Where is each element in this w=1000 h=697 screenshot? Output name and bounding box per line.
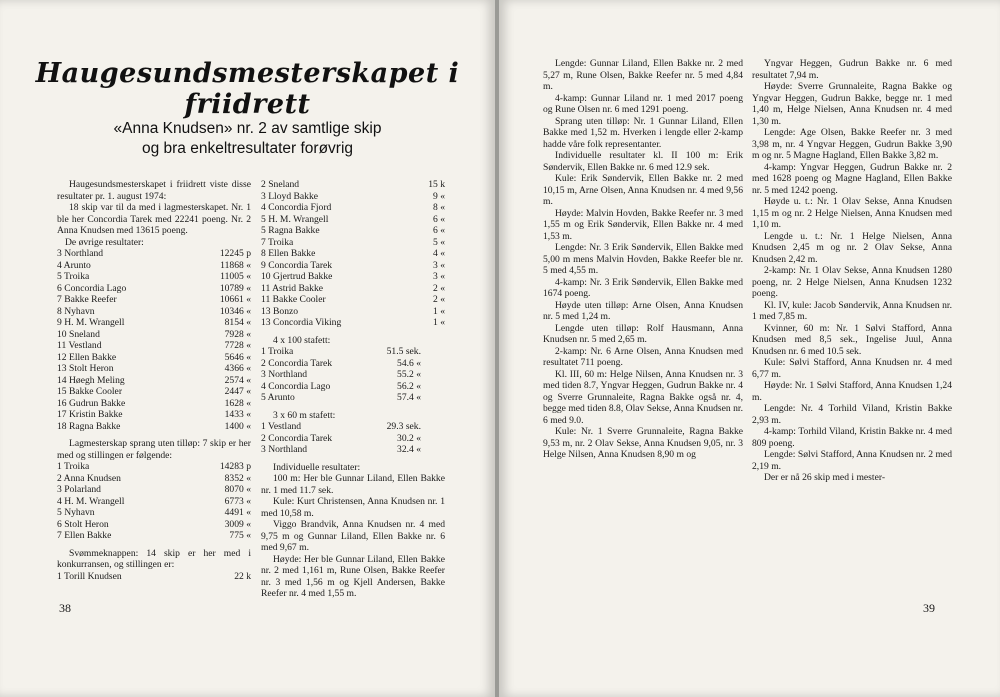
list-item-value: 15 k xyxy=(428,179,445,190)
left-page xyxy=(0,0,495,697)
list-item-name: 4 Concordia Fjord xyxy=(261,202,332,213)
individual-paragraph: 100 m: Her ble Gunnar Liland, Ellen Bakke nr. 1 med 11.7 sek. xyxy=(261,473,445,496)
list-item-value: 10346 « xyxy=(219,305,251,317)
list-item xyxy=(261,248,445,260)
list-item-name: 11 Bakke Cooler xyxy=(261,294,326,305)
list-item xyxy=(261,271,445,283)
list-item xyxy=(57,409,251,421)
swim-results-list xyxy=(261,179,445,329)
list-item-name: 1 Troika xyxy=(57,461,90,472)
paragraph: Kvinner, 60 m: Nr. 1 Sølvi Stafford, Anna Knudsen med 8,5 sek., Ingelise Juul, Anna Knudsen nr. 6 med 10.5 sek. xyxy=(752,322,952,357)
paragraph: 4-kamp: Torhild Viland, Kristin Bakke nr. 4 med 809 poeng. xyxy=(752,426,952,449)
paragraph: Høyde: Sverre Grunnaleite, Ragna Bakke og Yngvar Heggen, Gudrun Bakke, begge nr. 1 med 1,40 m, Helge Nielsen, Anna Knudsen nr. 4 med 1,30 m. xyxy=(752,81,952,127)
list-item-name: 7 Troika xyxy=(261,236,294,248)
list-item-value: 775 « xyxy=(229,530,251,541)
list-item-name: 5 Ragna Bakke xyxy=(261,225,320,236)
list-item xyxy=(261,358,421,370)
list-item xyxy=(57,260,251,272)
list-item xyxy=(261,202,445,214)
paragraph: Yngvar Heggen, Gudrun Bakke nr. 6 med resultatet 7,94 m. xyxy=(752,58,952,81)
list-item-name: 5 Nyhavn xyxy=(57,507,95,518)
list-item-value: 11005 « xyxy=(220,271,251,282)
list-item-name: 12 Ellen Bakke xyxy=(57,351,117,363)
list-item xyxy=(261,294,445,306)
sprang-results-list xyxy=(57,461,251,542)
relay3-results-list xyxy=(261,421,421,456)
list-item-value: 2 « xyxy=(433,282,445,294)
list-item-value: 2574 « xyxy=(224,374,251,386)
list-item-name: 15 Bakke Cooler xyxy=(57,386,123,397)
intro-paragraph: 18 skip var til da med i lagmesterskapet. Nr. 1 ble her Concordia Tarek med 22241 poeng. Nr. 2 Anna Knudsen med 13615 poeng. xyxy=(57,202,251,236)
list-item xyxy=(261,214,445,226)
right-page-column-2 xyxy=(752,58,952,484)
list-item xyxy=(57,352,251,364)
list-item xyxy=(261,346,421,358)
individual-paragraph: Høyde: Her ble Gunnar Liland, Ellen Bakke nr. 2 med 1,161 m, Rune Olsen, Bakke Reefer nr. 3 med 1,56 m og Kjell Andersen, Bakke Reefer nr. 4 med 1,55 m. xyxy=(261,553,445,599)
list-item-value: 55.2 « xyxy=(397,369,421,380)
list-item-value: 4491 « xyxy=(224,507,251,518)
individual-paragraph: Kule: Kurt Christensen, Anna Knudsen nr. 1 med 10,58 m. xyxy=(261,496,445,519)
list-item-name: 13 Stolt Heron xyxy=(57,363,114,374)
list-item-value: 8070 « xyxy=(224,484,251,495)
list-item xyxy=(57,306,251,318)
list-item-value: 10789 « xyxy=(219,282,251,294)
individual-paragraph: Viggo Brandvik, Anna Knudsen nr. 4 med 9,75 m og Gunnar Liland, Ellen Bakke nr. 6 med 9,67 m. xyxy=(261,519,445,553)
list-item-name: 6 Stolt Heron xyxy=(57,518,109,530)
list-item-value: 56.2 « xyxy=(397,380,421,392)
list-item-value: 5646 « xyxy=(224,351,251,363)
list-item-value: 12245 p xyxy=(219,248,251,259)
list-item xyxy=(261,237,445,249)
list-item xyxy=(261,433,421,445)
list-item xyxy=(57,484,251,496)
sprang-paragraph: Lagmesterskap sprang uten tilløp: 7 skip er her med og stillingen er følgende: xyxy=(57,438,251,461)
list-item xyxy=(57,507,251,519)
individual-heading: Individuelle resultater: xyxy=(273,461,361,473)
list-item xyxy=(261,225,445,237)
list-item-value: 54.6 « xyxy=(397,357,421,369)
swim-paragraph: Svømmeknappen: 14 skip er her med i konkurransen, og stillingen er: xyxy=(57,547,251,570)
list-item-name: 8 Ellen Bakke xyxy=(261,248,316,259)
paragraph: Der er nå 26 skip med i mester- xyxy=(764,472,886,483)
list-item-name: 1 Troika xyxy=(261,346,294,357)
list-item-name: 11 Vestland xyxy=(57,340,102,351)
paragraph: Kl. IV, kule: Jacob Søndervik, Anna Knudsen nr. 1 med 7,85 m. xyxy=(752,299,952,322)
article-title: Haugesundsmesterskapet i friidrett xyxy=(35,58,460,120)
paragraph: Høyde: Nr. 1 Sølvi Stafford, Anna Knudsen 1,24 m. xyxy=(752,380,952,403)
list-item-name: 13 Concordia Viking xyxy=(261,317,342,328)
paragraph: 4-kamp: Nr. 3 Erik Søndervik, Ellen Bakke med 1674 poeng. xyxy=(543,276,743,299)
paragraph: Lengde: Age Olsen, Bakke Reefer nr. 3 med 3,98 m, nr. 4 Yngvar Heggen, Gudrun Bakke 3,90 m og nr. 5 Magne Hagland, Ellen Bakke 3,82 m. xyxy=(752,127,952,161)
list-item-value: 7728 « xyxy=(224,340,251,351)
list-item xyxy=(261,260,445,272)
list-item xyxy=(57,340,251,352)
list-item-value: 30.2 « xyxy=(397,432,421,444)
list-item-value: 5 « xyxy=(433,236,445,248)
list-item-value: 2 « xyxy=(433,294,445,305)
list-item xyxy=(57,283,251,295)
list-item-name: 5 Arunto xyxy=(261,392,295,403)
list-item xyxy=(261,191,445,203)
list-item-name: 4 Arunto xyxy=(57,259,91,271)
relay3-heading: 3 x 60 m stafett: xyxy=(273,409,336,421)
list-item xyxy=(57,317,251,329)
list-item-name: 13 Bonzo xyxy=(261,305,299,317)
list-item-value: 2447 « xyxy=(224,386,251,397)
team-results-list xyxy=(57,248,251,432)
list-item xyxy=(57,363,251,375)
list-item xyxy=(57,294,251,306)
list-item xyxy=(261,444,421,456)
list-item-value: 3009 « xyxy=(224,518,251,530)
list-item-name: 10 Sneland xyxy=(57,328,100,340)
list-item-name: 3 Lloyd Bakke xyxy=(261,190,319,202)
intro-paragraph: Haugesundsmesterskapet i friidrett viste disse resultater pr. 1. august 1974: xyxy=(57,179,251,202)
paragraph: 4-kamp: Gunnar Liland nr. 1 med 2017 poeng og Rune Olsen nr. 6 med 1291 poeng. xyxy=(543,92,743,115)
paragraph: Lengde: Sølvi Stafford, Anna Knudsen nr. 2 med 2,19 m. xyxy=(752,449,952,472)
paragraph: Lengde: Nr. 3 Erik Søndervik, Ellen Bakke med 5,00 m mens Malvin Hovden, Bakke Reefer ble nr. 5 med 4,55 m. xyxy=(543,242,743,276)
list-item-name: 3 Polarland xyxy=(57,484,101,495)
list-item xyxy=(57,571,251,583)
list-item xyxy=(261,381,421,393)
paragraph: Høyde uten tilløp: Arne Olsen, Anna Knudsen nr. 5 med 1,24 m. xyxy=(543,299,743,322)
list-item-value: 6773 « xyxy=(224,495,251,507)
list-item-value: 1 « xyxy=(433,317,445,328)
list-item-value: 1628 « xyxy=(224,397,251,409)
list-item xyxy=(261,421,421,433)
list-item-value: 29.3 sek. xyxy=(386,421,421,432)
list-item-name: 2 Sneland xyxy=(261,179,300,190)
list-item-value: 8352 « xyxy=(224,472,251,484)
list-item xyxy=(57,375,251,387)
paragraph: Sprang uten tilløp: Nr. 1 Gunnar Liland, Ellen Bakke med 1,52 m. Hverken i lengde eller 2-kamp hadde våre folk representanter. xyxy=(543,115,743,150)
list-item-value: 8 « xyxy=(433,202,445,213)
list-item-value: 11868 « xyxy=(220,259,251,271)
list-item-value: 57.4 « xyxy=(397,392,421,403)
paragraph: Kule: Erik Søndervik, Ellen Bakke nr. 2 med 10,15 m, Arne Olsen, Anna Knudsen nr. 4 med 9,56 m. xyxy=(543,173,743,207)
paragraph: Lengde uten tilløp: Rolf Hausmann, Anna Knudsen nr. 5 med 2,65 m. xyxy=(543,322,743,345)
paragraph: Lengde: Gunnar Liland, Ellen Bakke nr. 2 med 5,27 m, Rune Olsen, Bakke Reefer nr. 5 med 4,84 m. xyxy=(543,58,743,92)
list-item-name: 14 Høegh Meling xyxy=(57,374,125,386)
list-item-value: 4 « xyxy=(433,248,445,259)
paragraph: Lengde u. t.: Nr. 1 Helge Nielsen, Anna Knudsen 2,45 m og nr. 2 Olav Sekse, Anna Knudsen 2,42 m. xyxy=(752,230,952,265)
right-column xyxy=(261,179,445,600)
list-item-name: 5 H. M. Wrangell xyxy=(261,213,329,225)
list-item xyxy=(57,329,251,341)
list-item-value: 3 « xyxy=(433,271,445,282)
list-item xyxy=(57,473,251,485)
paragraph: Kule: Nr. 1 Sverre Grunnaleite, Ragna Bakke 9,53 m, nr. 2 Olav Sekse, Anna Knudsen 9,05, nr. 3 Helge Nilsen, Anna Knudsen 8,90 m og xyxy=(543,426,743,460)
list-item-value: 14283 p xyxy=(219,461,251,472)
right-page xyxy=(499,0,1000,697)
list-item-name: 4 Concordia Lago xyxy=(261,380,331,392)
list-item-name: 5 Troika xyxy=(57,271,90,282)
list-item xyxy=(57,421,251,433)
section-heading: De øvrige resultater: xyxy=(65,236,144,248)
list-item-value: 8154 « xyxy=(224,317,251,328)
subtitle-line-1: «Anna Knudsen» nr. 2 av samtlige skip xyxy=(113,120,382,137)
list-item xyxy=(261,317,445,329)
paragraph: Kl. III, 60 m: Helge Nilsen, Anna Knudsen nr. 3 med tiden 8.7, Yngvar Heggen, Gudrun Bakke nr. 4 og Sverre Grunnaleite, Ragna Bakke også nr. 4, begge med tiden 8.8, Olav Sekse, Anna Knudsen nr. 6 med 9.0. xyxy=(543,368,743,426)
list-item xyxy=(57,519,251,531)
paragraph: Lengde: Nr. 4 Torhild Viland, Kristin Bakke 2,93 m. xyxy=(752,403,952,426)
list-item-name: 2 Concordia Tarek xyxy=(261,357,333,369)
list-item-name: 18 Ragna Bakke xyxy=(57,420,121,432)
subtitle-line-2: og bra enkeltresultater forøvrig xyxy=(141,140,354,157)
list-item-name: 3 Northland xyxy=(261,369,308,380)
list-item-value: 3 « xyxy=(433,259,445,271)
list-item-name: 1 Vestland xyxy=(261,421,302,432)
list-item-name: 10 Gjertrud Bakke xyxy=(261,271,333,282)
paragraph: 2-kamp: Nr. 6 Arne Olsen, Anna Knudsen med resultatet 711 poeng. xyxy=(543,345,743,368)
list-item-value: 22 k xyxy=(234,570,251,582)
list-item-name: 9 Concordia Tarek xyxy=(261,259,333,271)
list-item-name: 16 Gudrun Bakke xyxy=(57,397,126,409)
list-item-value: 6 « xyxy=(433,213,445,225)
list-item xyxy=(261,283,445,295)
paragraph: Individuelle resultater kl. II 100 m: Erik Søndervik, Ellen Bakke nr. 6 med 12.9 sek. xyxy=(543,150,743,173)
list-item-name: 17 Kristin Bakke xyxy=(57,409,123,420)
list-item-name: 3 Northland xyxy=(261,444,308,455)
list-item-value: 51.5 sek. xyxy=(386,346,421,357)
list-item xyxy=(261,306,445,318)
left-column xyxy=(57,179,251,582)
list-item xyxy=(261,179,445,191)
list-item-name: 4 H. M. Wrangell xyxy=(57,495,125,507)
paragraph: Kule: Sølvi Stafford, Anna Knudsen nr. 4 med 6,77 m. xyxy=(752,357,952,380)
list-item-name: 6 Concordia Lago xyxy=(57,282,127,294)
list-item-name: 8 Nyhavn xyxy=(57,305,95,317)
list-item-value: 1433 « xyxy=(224,409,251,420)
list-item xyxy=(57,248,251,260)
relay4-heading: 4 x 100 stafett: xyxy=(273,334,331,346)
list-item-value: 1 « xyxy=(433,305,445,317)
list-item-value: 7928 « xyxy=(224,328,251,340)
list-item-name: 11 Astrid Bakke xyxy=(261,282,323,294)
list-item-name: 2 Concordia Tarek xyxy=(261,432,333,444)
list-item-name: 3 Northland xyxy=(57,248,104,259)
list-item xyxy=(57,496,251,508)
paragraph: Høyde u. t.: Nr. 1 Olav Sekse, Anna Knudsen 1,15 m og nr. 2 Helge Nielsen, Anna Knudsen med 1,10 m. xyxy=(752,196,952,230)
list-item xyxy=(57,271,251,283)
relay4-results-list xyxy=(261,346,421,404)
list-item-name: 7 Ellen Bakke xyxy=(57,530,112,541)
list-item xyxy=(261,392,421,404)
list-item-value: 10661 « xyxy=(219,294,251,305)
paragraph: Høyde: Malvin Hovden, Bakke Reefer nr. 3 med 1,55 m og Erik Søndervik, Ellen Bakke nr. 4 med 1,53 m. xyxy=(543,207,743,242)
paragraph: 2-kamp: Nr. 1 Olav Sekse, Anna Knudsen 1280 poeng, nr. 2 Helge Nielsen, Anna Knudsen 1232 poeng. xyxy=(752,265,952,299)
list-item-name: 9 H. M. Wrangell xyxy=(57,317,125,328)
list-item xyxy=(57,386,251,398)
page-number: 39 xyxy=(923,601,935,615)
list-item-value: 4366 « xyxy=(224,363,251,374)
list-item xyxy=(57,398,251,410)
list-item-value: 1400 « xyxy=(224,420,251,432)
right-page-column-1 xyxy=(543,58,743,461)
list-item-name: 1 Torill Knudsen xyxy=(57,570,122,582)
list-item xyxy=(57,461,251,473)
list-item-value: 32.4 « xyxy=(397,444,421,455)
list-item-name: 7 Bakke Reefer xyxy=(57,294,117,305)
paragraph: 4-kamp: Yngvar Heggen, Gudrun Bakke nr. 2 med 1628 poeng og Magne Hagland, Ellen Bakke nr. 5 med 1242 poeng. xyxy=(752,161,952,196)
list-item-value: 9 « xyxy=(433,190,445,202)
list-item-name: 2 Anna Knudsen xyxy=(57,472,121,484)
list-item-value: 6 « xyxy=(433,225,445,236)
list-item xyxy=(261,369,421,381)
page-number: 38 xyxy=(59,601,71,615)
list-item xyxy=(57,530,251,542)
